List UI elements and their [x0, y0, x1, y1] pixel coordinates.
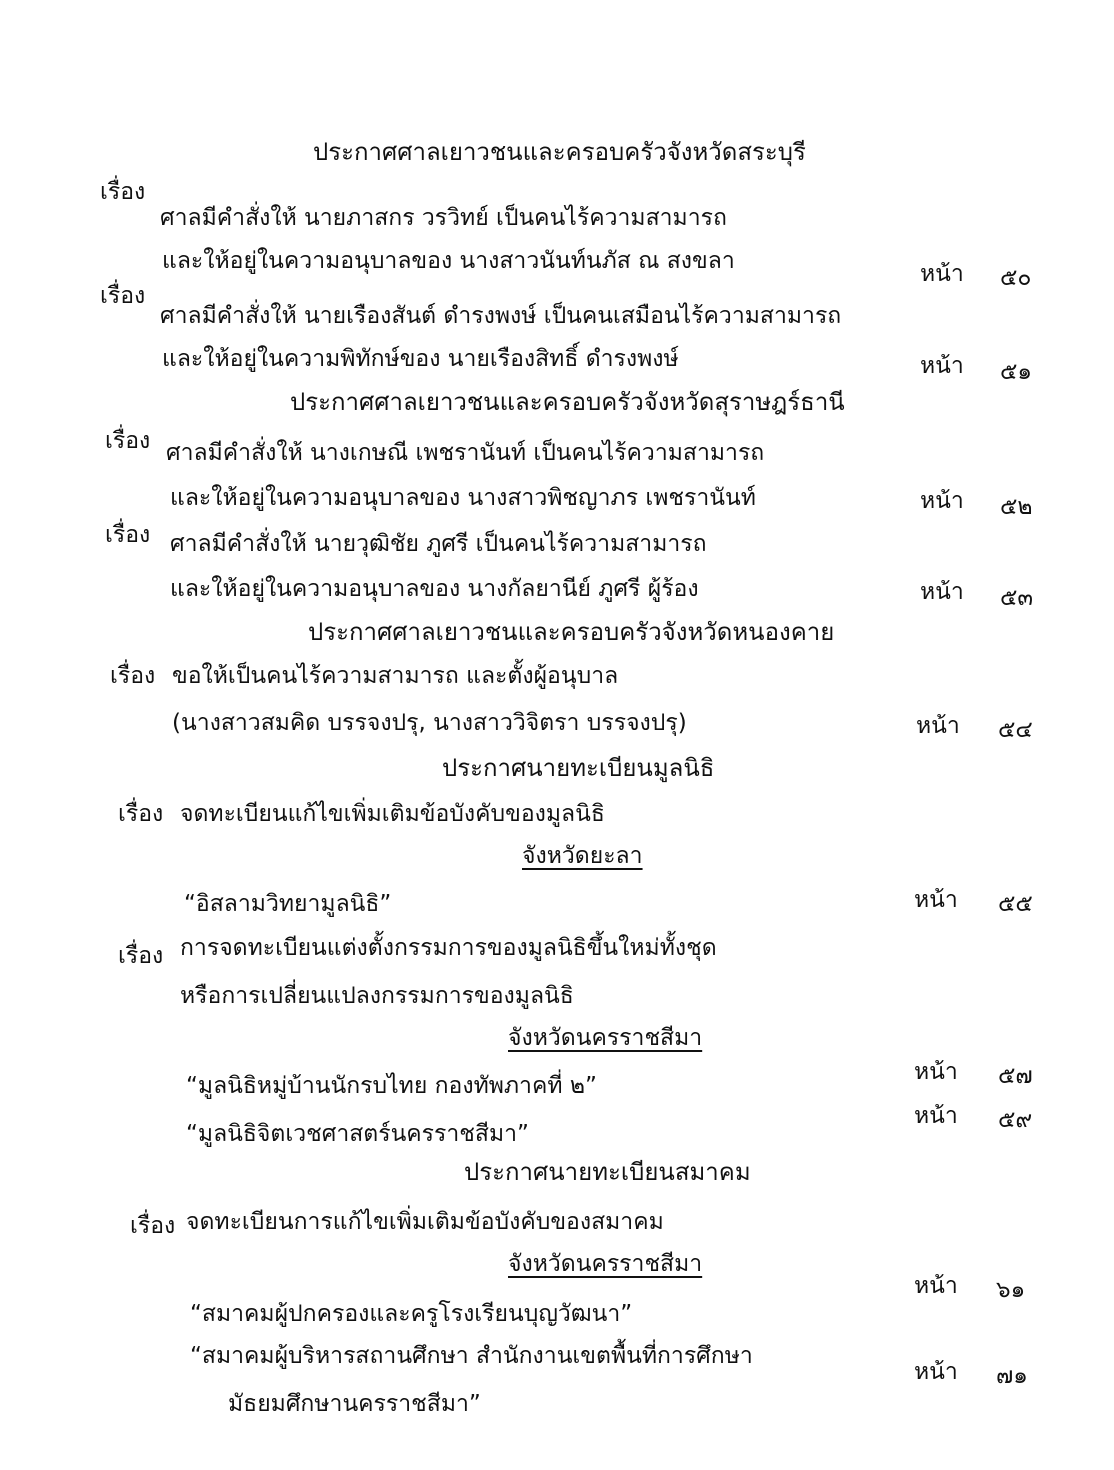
entry-line: (นางสาวสมคิด บรรจงปรุ, นางสาววิจิตรา บรรจงปรุ) — [172, 710, 687, 736]
page-number: ๕๑ — [1000, 359, 1033, 385]
foundation-name: “มูลนิธิหมู่บ้านนักรบไทย กองทัพภาคที่ ๒” — [186, 1073, 597, 1099]
entry-label: เรื่อง — [130, 1213, 176, 1239]
entry-line: หรือการเปลี่ยนแปลงกรรมการของมูลนิธิ — [180, 983, 574, 1009]
page-label: หน้า — [914, 1059, 958, 1085]
section-heading-association: ประกาศนายทะเบียนสมาคม — [464, 1158, 751, 1186]
page-number: ๕๙ — [998, 1107, 1033, 1133]
foundation-name: “อิสลามวิทยามูลนิธิ” — [184, 891, 392, 917]
entry-label: เรื่อง — [100, 179, 146, 205]
page-number: ๗๑ — [996, 1363, 1028, 1389]
page-label: หน้า — [914, 887, 958, 913]
foundation-name: “มูลนิธิจิตเวชศาสตร์นครราชสีมา” — [186, 1121, 529, 1147]
association-name: “สมาคมผู้บริหารสถานศึกษา สำนักงานเขตพื้นที่การศึกษา — [190, 1343, 753, 1369]
section-heading-foundation: ประกาศนายทะเบียนมูลนิธิ — [442, 754, 715, 782]
entry-line: และให้อยู่ในความอนุบาลของ นางสาวพิชญาภร เพชรานันท์ — [170, 485, 756, 511]
page-label: หน้า — [916, 713, 960, 739]
entry-label: เรื่อง — [118, 801, 164, 827]
page-number: ๕๗ — [998, 1063, 1033, 1089]
association-name: “สมาคมผู้ปกครองและครูโรงเรียนบุญวัฒนา” — [190, 1301, 633, 1327]
entry-line: และให้อยู่ในความพิทักษ์ของ นายเรืองสิทธิ์ ดำรงพงษ์ — [162, 346, 679, 372]
entry-line: ศาลมีคำสั่งให้ นายภาสกร วรวิทย์ เป็นคนไร้ความสามารถ — [160, 205, 727, 231]
section-heading-saraburi: ประกาศศาลเยาวชนและครอบครัวจังหวัดสระบุรี — [313, 138, 806, 166]
entry-line: การจดทะเบียนแต่งตั้งกรรมการของมูลนิธิขึ้นใหม่ทั้งชุด — [180, 935, 717, 961]
province-heading: จังหวัดนครราชสีมา — [508, 1025, 703, 1051]
page-number: ๖๑ — [996, 1277, 1026, 1303]
association-name-continued: มัธยมศึกษานครราชสีมา” — [228, 1391, 481, 1417]
entry-label: เรื่อง — [110, 663, 156, 689]
page-label: หน้า — [920, 488, 964, 514]
page-label: หน้า — [920, 353, 964, 379]
entry-line: ศาลมีคำสั่งให้ นายวุฒิชัย ภูศรี เป็นคนไร้ความสามารถ — [170, 531, 707, 557]
entry-line: จดทะเบียนแก้ไขเพิ่มเติมข้อบังคับของมูลนิธิ — [180, 801, 605, 827]
entry-line: และให้อยู่ในความอนุบาลของ นางสาวนันท์นภัส ณ สงขลา — [162, 248, 735, 274]
province-heading: จังหวัดนครราชสีมา — [508, 1251, 703, 1277]
page-number: ๕๔ — [998, 717, 1033, 743]
entry-line: ศาลมีคำสั่งให้ นางเกษณี เพชรานันท์ เป็นคนไร้ความสามารถ — [166, 440, 765, 466]
entry-line: และให้อยู่ในความอนุบาลของ นางกัลยานีย์ ภูศรี ผู้ร้อง — [170, 576, 699, 602]
page-label: หน้า — [920, 261, 964, 287]
province-heading: จังหวัดยะลา — [522, 843, 643, 869]
entry-label: เรื่อง — [105, 428, 151, 454]
page-label: หน้า — [914, 1103, 958, 1129]
section-heading-surat-thani: ประกาศศาลเยาวชนและครอบครัวจังหวัดสุราษฎร์ธานี — [290, 388, 845, 416]
entry-line: จดทะเบียนการแก้ไขเพิ่มเติมข้อบังคับของสมาคม — [186, 1209, 664, 1235]
entry-line: ขอให้เป็นคนไร้ความสามารถ และตั้งผู้อนุบาล — [172, 663, 619, 689]
page-label: หน้า — [920, 579, 964, 605]
page-number: ๕๕ — [998, 891, 1033, 917]
entry-label: เรื่อง — [118, 943, 164, 969]
entry-label: เรื่อง — [105, 522, 151, 548]
page-label: หน้า — [914, 1273, 958, 1299]
page-label: หน้า — [914, 1359, 958, 1385]
section-heading-nong-khai: ประกาศศาลเยาวชนและครอบครัวจังหวัดหนองคาย — [308, 618, 835, 646]
entry-line: ศาลมีคำสั่งให้ นายเรืองสันต์ ดำรงพงษ์ เป็นคนเสมือนไร้ความสามารถ — [160, 303, 842, 329]
entry-label: เรื่อง — [100, 283, 146, 309]
page-number: ๕๓ — [1000, 585, 1034, 611]
page-number: ๕๐ — [1000, 265, 1032, 291]
page-number: ๕๒ — [1000, 494, 1033, 520]
